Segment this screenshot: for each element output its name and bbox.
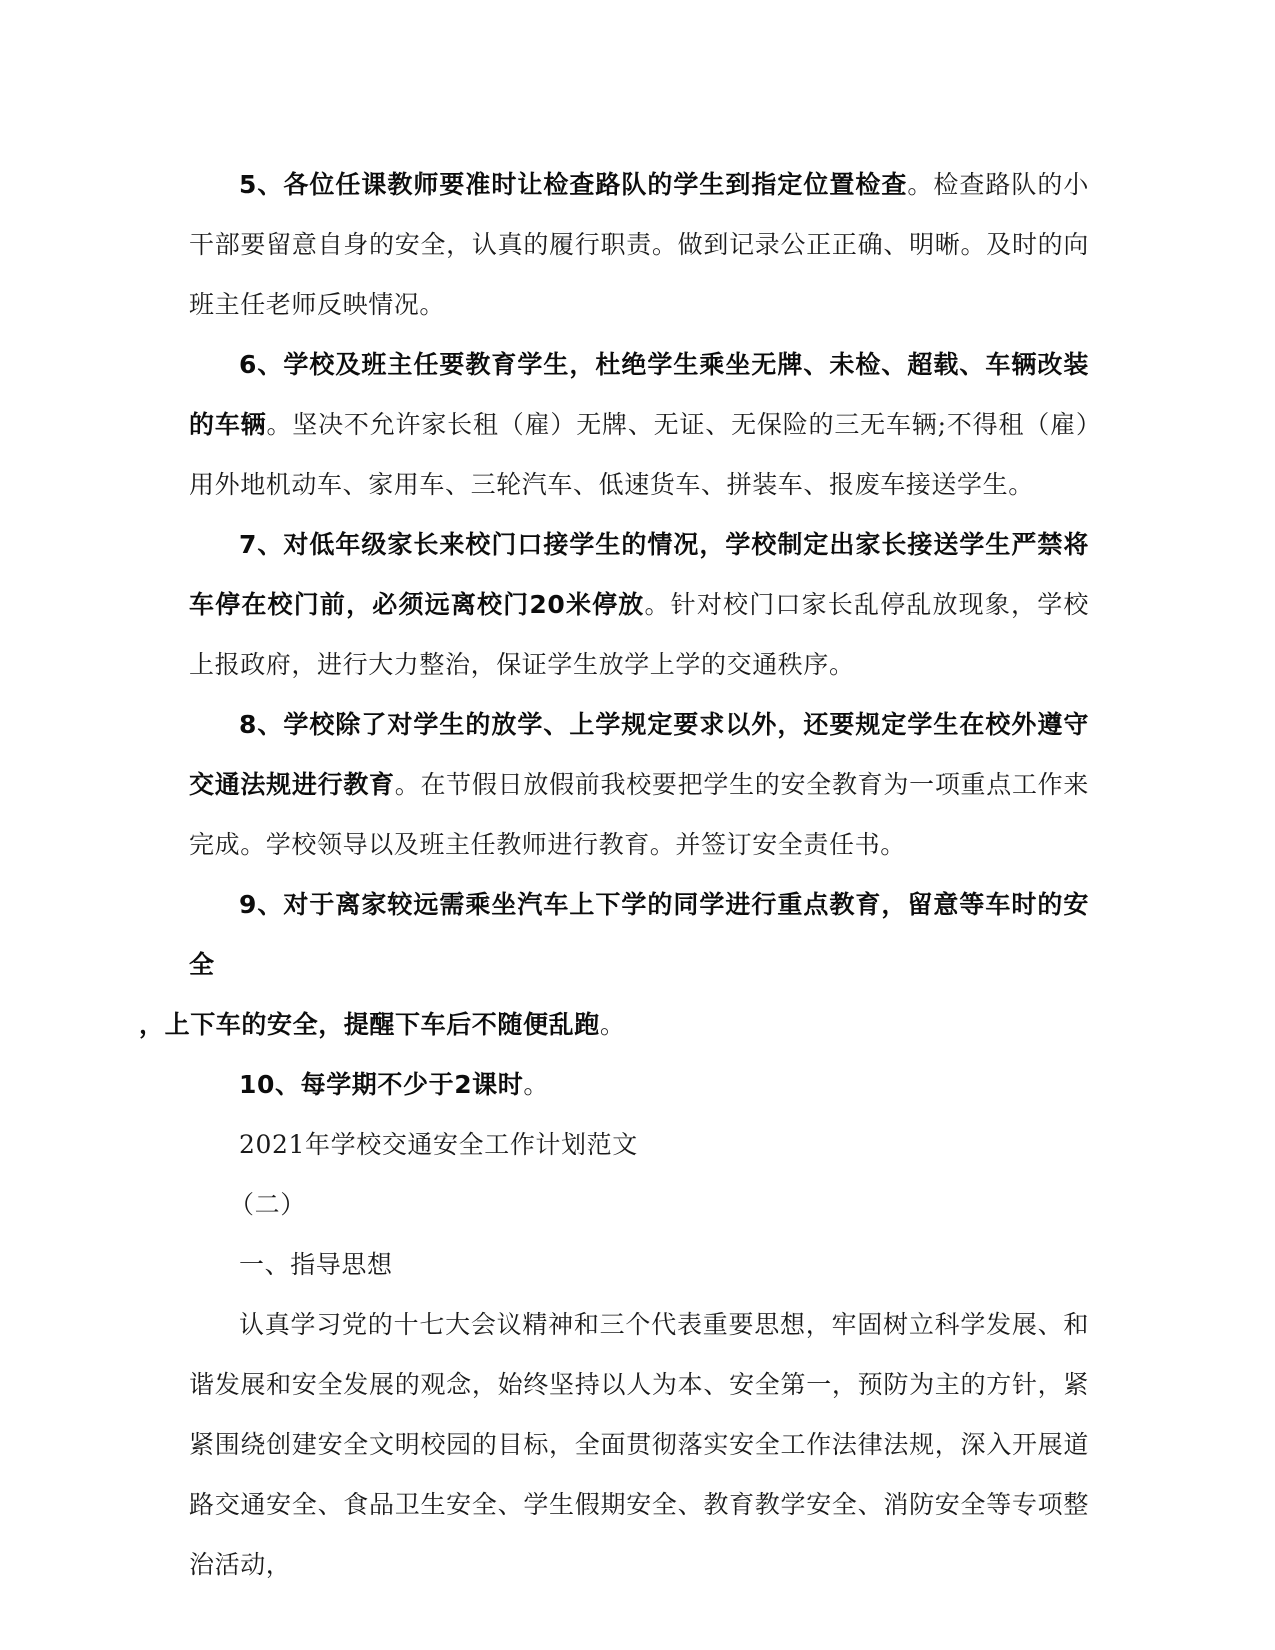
paragraph-7-lead: 7、对低年级家长来校门口接学生的情况，学校制定出家长接送学生严禁将车停在校门前，必须远离校门20米停放 xyxy=(189,530,1089,619)
document-body xyxy=(139,155,1090,1595)
paragraph-9-lead: 9、对于离家较远需乘坐汽车上下学的同学进行重点教育，留意等车时的安全 xyxy=(189,890,1089,979)
section-body-guiding-thought: 认真学习党的十七大会议精神和三个代表重要思想，牢固树立科学发展、和谐发展和安全发展的观念，始终坚持以人为本、安全第一，预防为主的方针，紧紧围绕创建安全文明校园的目标，全面贯彻落实安全工作法律法规，深入开展道路交通安全、食品卫生安全、学生假期安全、教育教学安全、消防安全等专项整治活动， xyxy=(189,1310,1089,1579)
document-subtitle: （二） xyxy=(229,1190,306,1219)
paragraph-item-7 xyxy=(189,515,1089,695)
paragraph-9-text: 。 xyxy=(599,1010,626,1039)
paragraph-5-text: 。检查路队的小干部要留意自身的安全，认真的履行职责。做到记录公正正确、明晰。及时的向班主任老师反映情况。 xyxy=(189,170,1090,319)
paragraph-item-8 xyxy=(189,695,1089,875)
paragraph-6-text: 。坚决不允许家长租（雇）无牌、无证、无保险的三无车辆;不得租（雇）用外地机动车、家用车、三轮汽车、低速货车、拼装车、报废车接送学生。 xyxy=(189,410,1089,499)
section-heading-guiding-thought: 一、指导思想 xyxy=(239,1250,393,1279)
paragraph-item-9 xyxy=(139,875,1089,1055)
paragraph-9-lead-cont: ，上下车的安全，提醒下车后不随便乱跑 xyxy=(139,1010,600,1039)
document-title: 2021年学校交通安全工作计划范文 xyxy=(239,1130,638,1159)
paragraph-5-lead: 5、各位任课教师要准时让检查路队的学生到指定位置检查 xyxy=(239,170,908,199)
paragraph-6-lead: 6、学校及班主任要教育学生，杜绝学生乘坐无牌、未检、超载、车辆改装的车辆 xyxy=(189,350,1089,439)
paragraph-10-lead: 10、每学期不少于2课时 xyxy=(239,1070,524,1099)
paragraph-8-lead: 8、学校除了对学生的放学、上学规定要求以外，还要规定学生在校外遵守交通法规进行教育 xyxy=(189,710,1089,799)
paragraph-8-text: 。在节假日放假前我校要把学生的安全教育为一项重点工作来完成。学校领导以及班主任教师进行教育。并签订安全责任书。 xyxy=(189,770,1089,859)
paragraph-item-5 xyxy=(189,155,1089,335)
paragraph-item-10 xyxy=(189,1055,1089,1115)
paragraph-item-6 xyxy=(189,335,1089,515)
paragraph-7-text: 。针对校门口家长乱停乱放现象，学校上报政府，进行大力整治，保证学生放学上学的交通秩序。 xyxy=(189,590,1089,679)
paragraph-10-text: 。 xyxy=(523,1070,549,1099)
